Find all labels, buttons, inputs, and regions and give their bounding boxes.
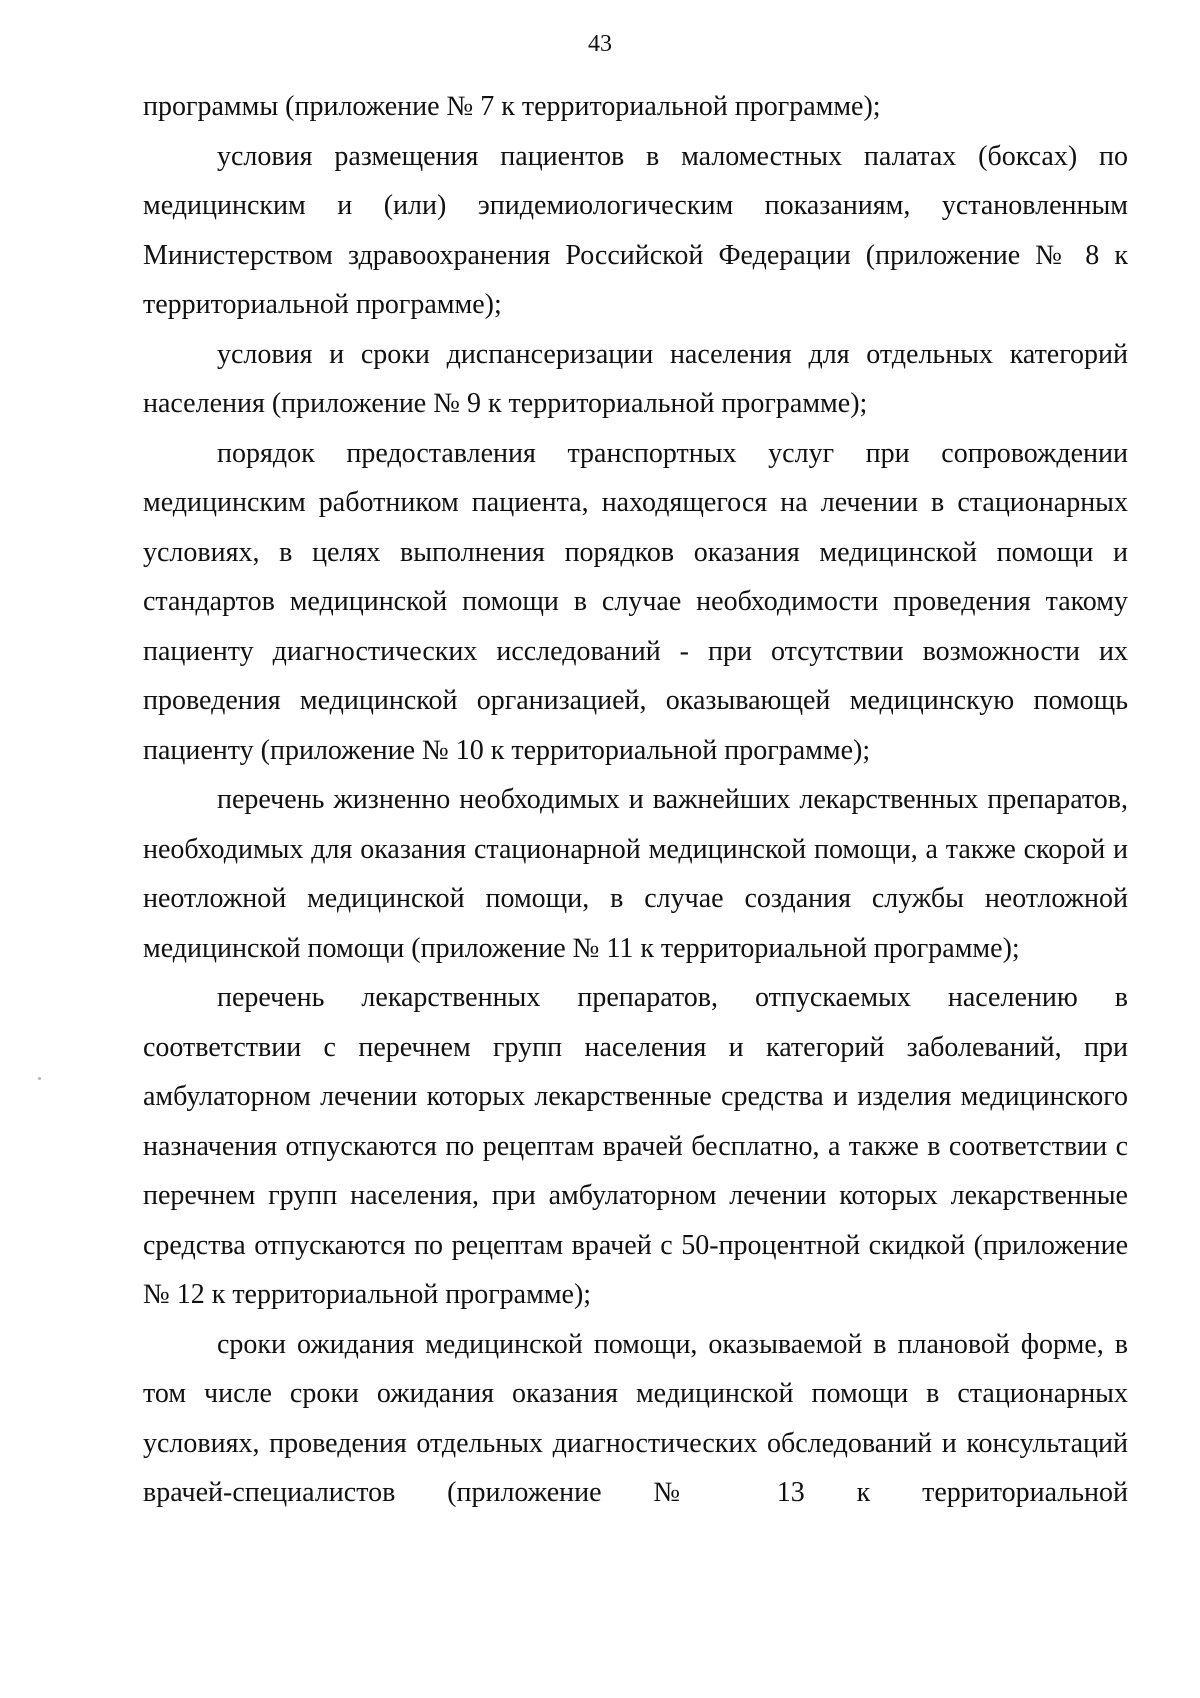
document-body bbox=[143, 82, 1128, 1518]
paragraph-dispensed-drugs-list: перечень лекарственных препаратов, отпускаемых населению в соответствии с перечнем групп населения и категорий заболеваний, при амбулаторном лечении которых лекарственные средства и изделия медицинского назначения отпускаются по рецептам врачей бесплатно, а также в соответствии с перечнем групп населения, при амбулаторном лечении которых лекарственные средства отпускаются по рецептам врачей с 50-процентной скидкой (приложение № 12 к территориальной программе); bbox=[143, 982, 1128, 1310]
paragraph-dispensary-conditions: условия и сроки диспансеризации населения для отдельных категорий населения (приложение № 9 к территориальной программе); bbox=[143, 338, 1128, 419]
paragraph-ward-conditions: условия размещения пациентов в маломестных палатах (боксах) по медицинским и (или) эпидемиологическим показаниям, установленным Министерством здравоохранения Российской Федерации (приложение № 8 к территориальной программе); bbox=[143, 140, 1128, 320]
paragraph-vital-drugs-list: перечень жизненно необходимых и важнейших лекарственных препаратов, необходимых для оказания стационарной медицинской помощи, а также скорой и неотложной медицинской помощи, в случае создания службы неотложной медицинской помощи (приложение № 11 к территориальной программе); bbox=[143, 784, 1128, 964]
paragraph-transport-services: порядок предоставления транспортных услуг при сопровождении медицинским работником пациента, находящегося на лечении в стационарных условиях, в целях выполнения порядков оказания медицинской помощи и стандартов медицинской помощи в случае необходимости проведения такому пациенту диагностических исследований - при отсутствии возможности их проведения медицинской организацией, оказывающей медицинскую помощь пациенту (приложение № 10 к территориальной программе); bbox=[143, 437, 1128, 766]
scan-speck bbox=[38, 1077, 41, 1080]
page-number: 43 bbox=[588, 31, 612, 57]
paragraph-waiting-times: сроки ожидания медицинской помощи, оказываемой в плановой форме, в том числе сроки ожидания оказания медицинской помощи в стационарных условиях, проведения отдельных диагностических обследований и консультаций врачей-специалистов (приложение № 13 к территориальной bbox=[143, 1328, 1128, 1508]
paragraph-continuation: программы (приложение № 7 к территориальной программе); bbox=[143, 91, 881, 122]
